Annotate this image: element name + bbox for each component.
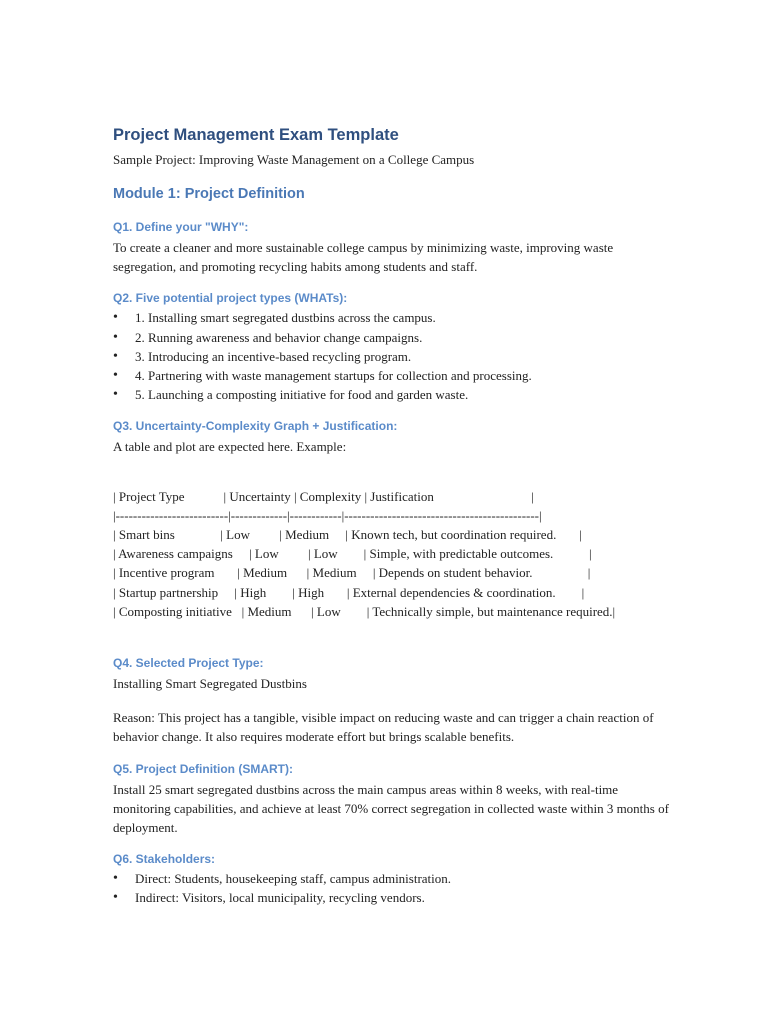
table-row: | Composting initiative | Medium | Low | Technically simple, but maintenance required.|	[113, 603, 616, 619]
bullet-icon: •	[113, 387, 118, 403]
bullet-icon: •	[113, 348, 118, 364]
bullet-icon: •	[113, 871, 118, 887]
q4-selection: Installing Smart Segregated Dustbins	[113, 676, 307, 692]
table-row: | Awareness campaigns | Low | Low | Simple, with predictable outcomes. |	[113, 546, 592, 562]
table-row: | Startup partnership | High | High | External dependencies & coordination. |	[113, 584, 585, 600]
list-item-text: Direct: Students, housekeeping staff, campus administration.	[135, 871, 452, 887]
q6-stakeholders-list	[113, 869, 673, 907]
q1-heading: Q1. Define your "WHY":	[113, 220, 249, 234]
list-item-text: 1. Installing smart segregated dustbins across the campus.	[135, 310, 436, 326]
list-item-text: Indirect: Visitors, local municipality, recycling vendors.	[135, 890, 425, 906]
list-item-text: 3. Introducing an incentive-based recycling program.	[135, 348, 412, 364]
bullet-icon: •	[113, 368, 118, 384]
q2-heading: Q2. Five potential project types (WHATs):	[113, 291, 348, 306]
document-subtitle: Sample Project: Improving Waste Management on a College Campus	[113, 152, 475, 167]
q5-heading: Q5. Project Definition (SMART):	[113, 761, 293, 776]
list-item	[113, 347, 673, 366]
list-item	[113, 328, 673, 347]
bullet-icon: •	[113, 310, 118, 326]
bullet-icon: •	[113, 890, 118, 906]
list-item-text: 5. Launching a composting initiative for food and garden waste.	[135, 387, 469, 403]
list-item-text: 2. Running awareness and behavior change campaigns.	[135, 329, 423, 345]
module-1-heading: Module 1: Project Definition	[113, 186, 305, 202]
text-table	[113, 487, 673, 621]
q1-answer: To create a cleaner and more sustainable college campus by minimizing waste, improving waste segregation, and promoting recycling habits among students and staff.	[113, 240, 614, 275]
document-page	[113, 124, 673, 908]
list-item	[113, 308, 673, 327]
table-header-row: | Project Type | Uncertainty | Complexity | Justification |	[113, 488, 534, 504]
list-item	[113, 888, 673, 907]
document-title: Project Management Exam Template	[113, 126, 399, 144]
q4-heading: Q4. Selected Project Type:	[113, 656, 264, 671]
q2-project-types-list	[113, 308, 673, 404]
list-item	[113, 385, 673, 404]
q3-heading: Q3. Uncertainty-Complexity Graph + Justification:	[113, 419, 398, 434]
list-item-text: 4. Partnering with waste management startups for collection and processing.	[135, 368, 532, 384]
table-row: | Smart bins | Low | Medium | Known tech, but coordination required. |	[113, 527, 582, 543]
bullet-icon: •	[113, 329, 118, 345]
q6-heading: Q6. Stakeholders:	[113, 852, 216, 867]
list-item	[113, 869, 673, 888]
q5-answer: Install 25 smart segregated dustbins across the main campus areas within 8 weeks, with real-time monitoring capabilities, and achieve at least 70% correct segregation in collected waste within 3 months of deployment.	[113, 781, 669, 836]
list-item	[113, 366, 673, 385]
table-row: | Incentive program | Medium | Medium | Depends on student behavior. |	[113, 565, 591, 581]
table-separator-row: |--------------------------|-------------|------------|---------------------------------------------|	[113, 507, 542, 523]
q4-reason: Reason: This project has a tangible, visible impact on reducing waste and can trigger a chain reaction of behavior change. It also requires moderate effort but brings scalable benefits.	[113, 710, 654, 745]
q3-intro: A table and plot are expected here. Example:	[113, 439, 347, 455]
